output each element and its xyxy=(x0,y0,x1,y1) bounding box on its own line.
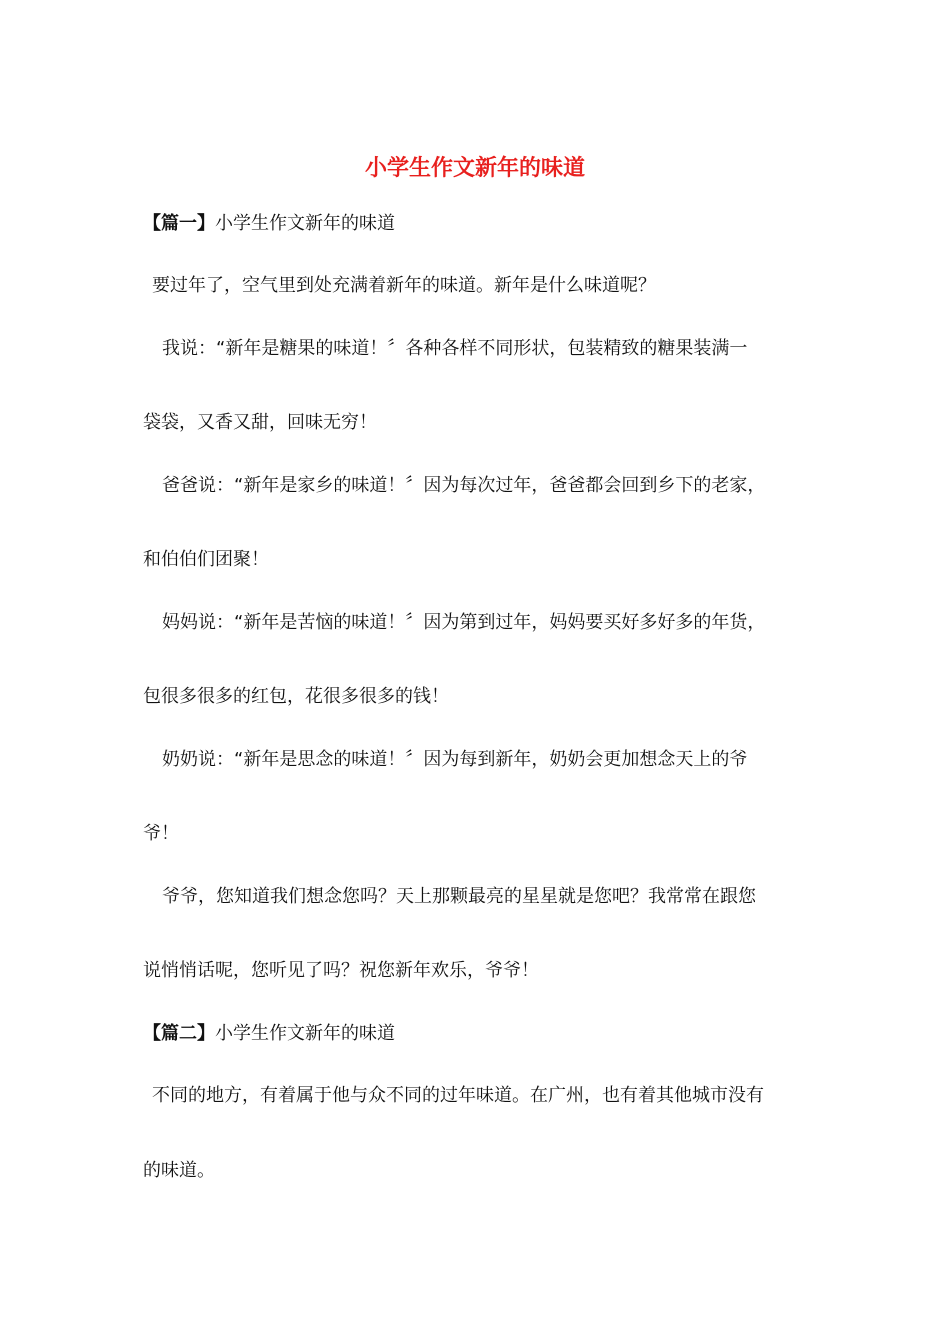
paragraph-line: 包很多很多的红包，花很多很多的钱！ xyxy=(143,686,449,707)
paragraph-line: 不同的地方，有着属于他与众不同的过年味道。在广州，也有着其他城市没有 xyxy=(152,1085,764,1106)
section-heading-text-1: 小学生作文新年的味道 xyxy=(215,213,395,234)
paragraph-line: 爸爸说：“新年是家乡的味道！〞因为每次过年，爸爸都会回到乡下的老家， xyxy=(162,475,766,496)
section-label-2: 【篇二】 xyxy=(143,1023,215,1044)
paragraph-line: 说悄悄话呢，您听见了吗？祝您新年欢乐，爷爷！ xyxy=(143,960,539,981)
section-heading-text-2: 小学生作文新年的味道 xyxy=(215,1023,395,1044)
paragraph-line: 爷爷，您知道我们想念您吗？天上那颗最亮的星星就是您吧？我常常在跟您 xyxy=(162,886,756,907)
section-label-1: 【篇一】 xyxy=(143,213,215,234)
paragraph-line: 妈妈说：“新年是苦恼的味道！〞因为第到过年，妈妈要买好多好多的年货， xyxy=(162,612,766,633)
paragraph-line: 我说：“新年是糖果的味道！〞各种各样不同形状，包装精致的糖果装满一 xyxy=(162,338,748,359)
document-title: 小学生作文新年的味道 xyxy=(364,155,585,181)
paragraph-line: 爷！ xyxy=(143,823,179,844)
paragraph-line: 奶奶说：“新年是思念的味道！〞因为每到新年，奶奶会更加想念天上的爷 xyxy=(162,749,748,770)
paragraph-line: 袋袋，又香又甜，回味无穷！ xyxy=(143,412,377,433)
section-heading-2 xyxy=(143,1020,823,1048)
paragraph-line: 和伯伯们团聚！ xyxy=(143,549,269,570)
paragraph-line: 要过年了，空气里到处充满着新年的味道。新年是什么味道呢？ xyxy=(152,275,656,296)
section-heading-1 xyxy=(143,210,823,238)
paragraph-line: 的味道。 xyxy=(143,1160,215,1181)
